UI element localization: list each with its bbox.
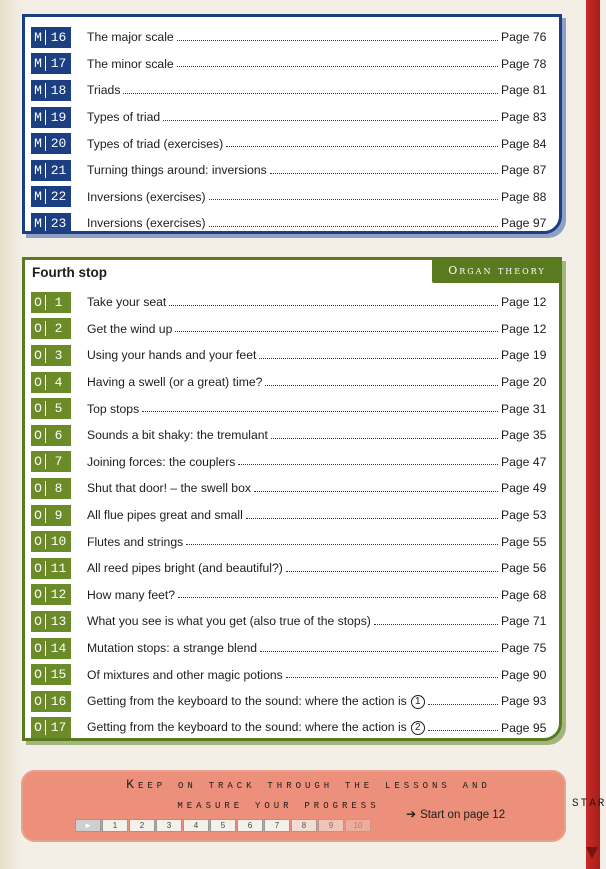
- lesson-code-number: 23: [50, 215, 67, 231]
- dot-leader: [169, 305, 498, 306]
- lesson-code-letter: O: [34, 427, 42, 443]
- toc-row: [31, 449, 553, 476]
- dot-leader: [374, 624, 498, 625]
- lesson-title-text: How many feet?: [87, 587, 176, 602]
- dot-leader: [286, 571, 498, 572]
- toc-row: [31, 688, 553, 715]
- dot-leader: [177, 66, 498, 67]
- toc-row: [31, 582, 553, 609]
- lesson-title: [87, 455, 235, 469]
- lesson-code-letter: O: [34, 347, 42, 363]
- lesson-code-number: 20: [50, 136, 67, 152]
- dot-leader: [428, 730, 498, 731]
- lesson-title: [87, 83, 120, 97]
- circled-number: 1: [411, 695, 425, 709]
- toc-row: [31, 104, 553, 131]
- page-reference: Page 75: [501, 641, 547, 656]
- page-reference: Page 56: [501, 561, 547, 576]
- lesson-code-letter: O: [34, 401, 42, 417]
- dot-leader: [270, 173, 498, 174]
- lesson-code-number: 8: [54, 480, 63, 496]
- music-theory-contents-box: [22, 14, 562, 234]
- blue-contents-list: [31, 24, 553, 237]
- lesson-title: [87, 481, 251, 495]
- page-reference: Page 47: [501, 454, 547, 469]
- lesson-code-badge: [31, 717, 71, 738]
- lesson-title-text: Flutes and strings: [87, 534, 184, 549]
- section-tab-label: Organ theory: [448, 263, 546, 277]
- page-reference: Page 84: [501, 136, 547, 151]
- progress-cell: 7: [264, 819, 290, 832]
- dot-leader: [209, 199, 498, 200]
- toc-row: [31, 661, 553, 688]
- dot-leader: [259, 358, 498, 359]
- progress-cell: 9: [318, 819, 344, 832]
- lesson-title: [87, 295, 166, 309]
- lesson-title: [87, 694, 425, 709]
- lesson-code-letter: M: [34, 215, 42, 231]
- right-arrow-icon: ➔: [406, 807, 417, 821]
- lesson-code-badge: [31, 213, 71, 234]
- dot-leader: [238, 464, 498, 465]
- lesson-code-letter: O: [34, 507, 42, 523]
- lesson-title-text: Types of triad: [87, 110, 161, 125]
- lesson-code-badge: [31, 638, 71, 659]
- dot-leader: [246, 518, 498, 519]
- dot-leader: [142, 411, 498, 412]
- toc-row: [31, 210, 553, 237]
- page-reference: Page 81: [501, 83, 547, 98]
- page-reference: Page 83: [501, 110, 547, 125]
- start-note: [406, 807, 505, 821]
- lesson-code-number: 21: [50, 162, 67, 178]
- page-reference: Page 35: [501, 428, 547, 443]
- lesson-title: [87, 348, 256, 362]
- lesson-title-text: Types of triad (exercises): [87, 136, 224, 151]
- lesson-code-letter: M: [34, 82, 42, 98]
- lesson-code-letter: O: [34, 667, 42, 683]
- progress-cell: 6: [237, 819, 263, 832]
- banner-heading-line-2: measure your progress: [177, 797, 380, 812]
- progress-cell: 10: [345, 819, 371, 832]
- lesson-code-number: 17: [50, 720, 67, 736]
- lesson-code-badge: [31, 318, 71, 339]
- lesson-title: [87, 190, 206, 204]
- dot-leader: [254, 491, 498, 492]
- lesson-code-number: 15: [50, 667, 67, 683]
- page-reference: Page 93: [501, 694, 547, 709]
- lesson-code-number: 13: [50, 613, 67, 629]
- lesson-code-number: 14: [50, 640, 67, 656]
- lesson-code-badge: [31, 451, 71, 472]
- page-reference: Page 78: [501, 56, 547, 71]
- dot-leader: [271, 438, 498, 439]
- lesson-code-letter: O: [34, 693, 42, 709]
- lesson-code-letter: M: [34, 162, 42, 178]
- lesson-code-letter: M: [34, 136, 42, 152]
- lesson-title-text: Sounds a bit shaky: the tremulant: [87, 428, 268, 443]
- start-note-text: Start on page 12: [420, 809, 506, 821]
- page-gutter-shade: [0, 0, 22, 869]
- toc-row: [31, 369, 553, 396]
- dot-leader: [175, 331, 498, 332]
- lesson-code-letter: O: [34, 560, 42, 576]
- lesson-code-badge: [31, 107, 71, 128]
- dot-leader: [265, 385, 498, 386]
- toc-row: [31, 502, 553, 529]
- page-reference: Page 87: [501, 163, 547, 178]
- lesson-title-text: Using your hands and your feet: [87, 348, 257, 363]
- lesson-code-number: 6: [54, 427, 63, 443]
- progress-cell: 1: [102, 819, 128, 832]
- lesson-code-number: 7: [54, 454, 63, 470]
- progress-tracker: [75, 819, 372, 832]
- dot-leader: [177, 40, 498, 41]
- page-reference: Page 20: [501, 375, 547, 390]
- lesson-code-number: 18: [50, 82, 67, 98]
- dot-leader: [186, 544, 498, 545]
- dot-leader: [178, 597, 498, 598]
- toc-row: [31, 608, 553, 635]
- progress-cell: 3: [156, 819, 182, 832]
- lesson-code-badge: [31, 558, 71, 579]
- lesson-code-letter: M: [34, 189, 42, 205]
- lesson-title-text: Of mixtures and other magic potions: [87, 667, 283, 682]
- lesson-code-letter: O: [34, 294, 42, 310]
- dot-leader: [286, 677, 498, 678]
- lesson-title: [87, 614, 371, 628]
- lesson-code-number: 16: [50, 693, 67, 709]
- lesson-title: [87, 535, 183, 549]
- page-reference: Page 88: [501, 189, 547, 204]
- lesson-code-badge: [31, 478, 71, 499]
- lesson-code-badge: [31, 186, 71, 207]
- page-reference: Page 95: [501, 720, 547, 735]
- dot-leader: [260, 651, 498, 652]
- toc-row: [31, 51, 553, 78]
- lesson-code-number: 22: [50, 189, 67, 205]
- lesson-title: [87, 163, 267, 177]
- lesson-title-text: Take your seat: [87, 295, 167, 310]
- progress-cell: 4: [183, 819, 209, 832]
- dot-leader: [163, 120, 498, 121]
- lesson-code-letter: O: [34, 587, 42, 603]
- lesson-code-badge: [31, 27, 71, 48]
- lesson-title-text: Inversions (exercises): [87, 189, 206, 204]
- lesson-code-letter: M: [34, 56, 42, 72]
- banner-heading-line-1: Keep on track through the lessons and: [126, 777, 491, 792]
- dot-leader: [226, 146, 498, 147]
- lesson-code-number: 2: [54, 321, 63, 337]
- lesson-code-badge: [31, 160, 71, 181]
- lesson-code-number: 10: [50, 534, 67, 550]
- down-arrow-icon: [586, 847, 598, 859]
- lesson-title-text: Joining forces: the couplers: [87, 454, 236, 469]
- lesson-title: [87, 322, 172, 336]
- toc-row: [31, 342, 553, 369]
- toc-row: [31, 395, 553, 422]
- organ-theory-contents-box: [22, 257, 562, 741]
- lesson-title: [87, 720, 425, 735]
- toc-row: [31, 24, 553, 51]
- lesson-title-text: Turning things around: inversions: [87, 163, 267, 178]
- toc-row: [31, 289, 553, 316]
- lesson-title-text: Having a swell (or a great) time?: [87, 375, 263, 390]
- lesson-title-text: Getting from the keyboard to the sound: where the action is: [87, 720, 407, 735]
- toc-row: [31, 555, 553, 582]
- lesson-code-badge: [31, 133, 71, 154]
- lesson-code-number: 5: [54, 401, 63, 417]
- toc-row: [31, 422, 553, 449]
- section-header: [25, 260, 559, 287]
- page-reference: Page 53: [501, 508, 547, 523]
- page-reference: Page 90: [501, 667, 547, 682]
- lesson-code-letter: O: [34, 640, 42, 656]
- progress-start-cell: ►: [75, 819, 101, 832]
- lesson-code-number: 4: [54, 374, 63, 390]
- dot-leader: [428, 704, 498, 705]
- lesson-code-letter: M: [34, 109, 42, 125]
- lesson-code-badge: [31, 345, 71, 366]
- lesson-title-text: The minor scale: [87, 56, 174, 71]
- page-reference: Page 76: [501, 30, 547, 45]
- lesson-code-number: 12: [50, 587, 67, 603]
- circled-number: 2: [411, 721, 425, 735]
- toc-row: [31, 715, 553, 742]
- lesson-code-number: 16: [50, 29, 67, 45]
- green-contents-list: [31, 289, 553, 741]
- lesson-code-letter: O: [34, 321, 42, 337]
- lesson-title: [87, 216, 206, 230]
- lesson-title: [87, 375, 262, 389]
- lesson-title: [87, 641, 257, 655]
- lesson-title-text: Inversions (exercises): [87, 216, 206, 231]
- lesson-code-number: 1: [54, 294, 63, 310]
- lesson-title-text: Getting from the keyboard to the sound: where the action is: [87, 693, 407, 708]
- dot-leader: [123, 93, 498, 94]
- lesson-title-text: Shut that door! – the swell box: [87, 481, 251, 496]
- lesson-code-badge: [31, 691, 71, 712]
- lesson-code-letter: O: [34, 720, 42, 736]
- toc-row: [31, 635, 553, 662]
- progress-cell: 5: [210, 819, 236, 832]
- section-tab: [432, 257, 562, 283]
- lesson-code-number: 3: [54, 347, 63, 363]
- lesson-title: [87, 30, 174, 44]
- page-reference: Page 68: [501, 587, 547, 602]
- lesson-code-number: 11: [50, 560, 67, 576]
- toc-row: [31, 316, 553, 343]
- lesson-code-badge: [31, 584, 71, 605]
- page-reference: Page 19: [501, 348, 547, 363]
- lesson-code-letter: O: [34, 454, 42, 470]
- page-reference: Page 49: [501, 481, 547, 496]
- page-reference: Page 55: [501, 534, 547, 549]
- page-reference: Page 71: [501, 614, 547, 629]
- lesson-code-number: 19: [50, 109, 67, 125]
- page-reference: Page 12: [501, 295, 547, 310]
- lesson-code-badge: [31, 80, 71, 101]
- toc-row: [31, 184, 553, 211]
- lesson-title: [87, 402, 139, 416]
- page-reference: Page 97: [501, 216, 547, 231]
- lesson-code-badge: [31, 372, 71, 393]
- lesson-title: [87, 428, 268, 442]
- lesson-code-letter: O: [34, 480, 42, 496]
- lesson-code-badge: [31, 505, 71, 526]
- lesson-title-text: Mutation stops: a strange blend: [87, 641, 258, 656]
- lesson-title-text: Top stops: [87, 401, 140, 416]
- lesson-title-text: All flue pipes great and small: [87, 508, 243, 523]
- lesson-title: [87, 508, 243, 522]
- toc-row: [31, 130, 553, 157]
- lesson-code-badge: [31, 53, 71, 74]
- toc-row: [31, 157, 553, 184]
- lesson-title-text: Triads: [87, 83, 121, 98]
- page-reference: Page 12: [501, 321, 547, 336]
- lesson-code-number: 9: [54, 507, 63, 523]
- lesson-code-badge: [31, 292, 71, 313]
- lesson-code-letter: O: [34, 534, 42, 550]
- lesson-title: [87, 137, 223, 151]
- section-heading: Fourth stop: [32, 265, 107, 280]
- lesson-code-badge: [31, 531, 71, 552]
- dot-leader: [209, 226, 498, 227]
- lesson-title-text: The major scale: [87, 30, 174, 45]
- lesson-code-letter: O: [34, 374, 42, 390]
- lesson-code-badge: [31, 664, 71, 685]
- lesson-title: [87, 588, 175, 602]
- lesson-title-text: All reed pipes bright (and beautiful?): [87, 561, 283, 576]
- lesson-title-text: What you see is what you get (also true of the stops): [87, 614, 371, 629]
- lesson-title: [87, 561, 283, 575]
- progress-cell: 8: [291, 819, 317, 832]
- page-reference: Page 31: [501, 401, 547, 416]
- lesson-title: [87, 57, 174, 71]
- side-start-label: STAR: [572, 798, 606, 810]
- toc-row: [31, 475, 553, 502]
- lesson-code-badge: [31, 425, 71, 446]
- progress-banner: [21, 770, 566, 842]
- lesson-title: [87, 110, 160, 124]
- lesson-code-letter: M: [34, 29, 42, 45]
- lesson-code-badge: [31, 398, 71, 419]
- lesson-code-number: 17: [50, 56, 67, 72]
- lesson-title: [87, 668, 283, 682]
- lesson-code-letter: O: [34, 613, 42, 629]
- lesson-title-text: Get the wind up: [87, 321, 173, 336]
- toc-row: [31, 528, 553, 555]
- red-edge-stripe: [586, 0, 600, 869]
- toc-row: [31, 77, 553, 104]
- lesson-code-badge: [31, 611, 71, 632]
- progress-cell: 2: [129, 819, 155, 832]
